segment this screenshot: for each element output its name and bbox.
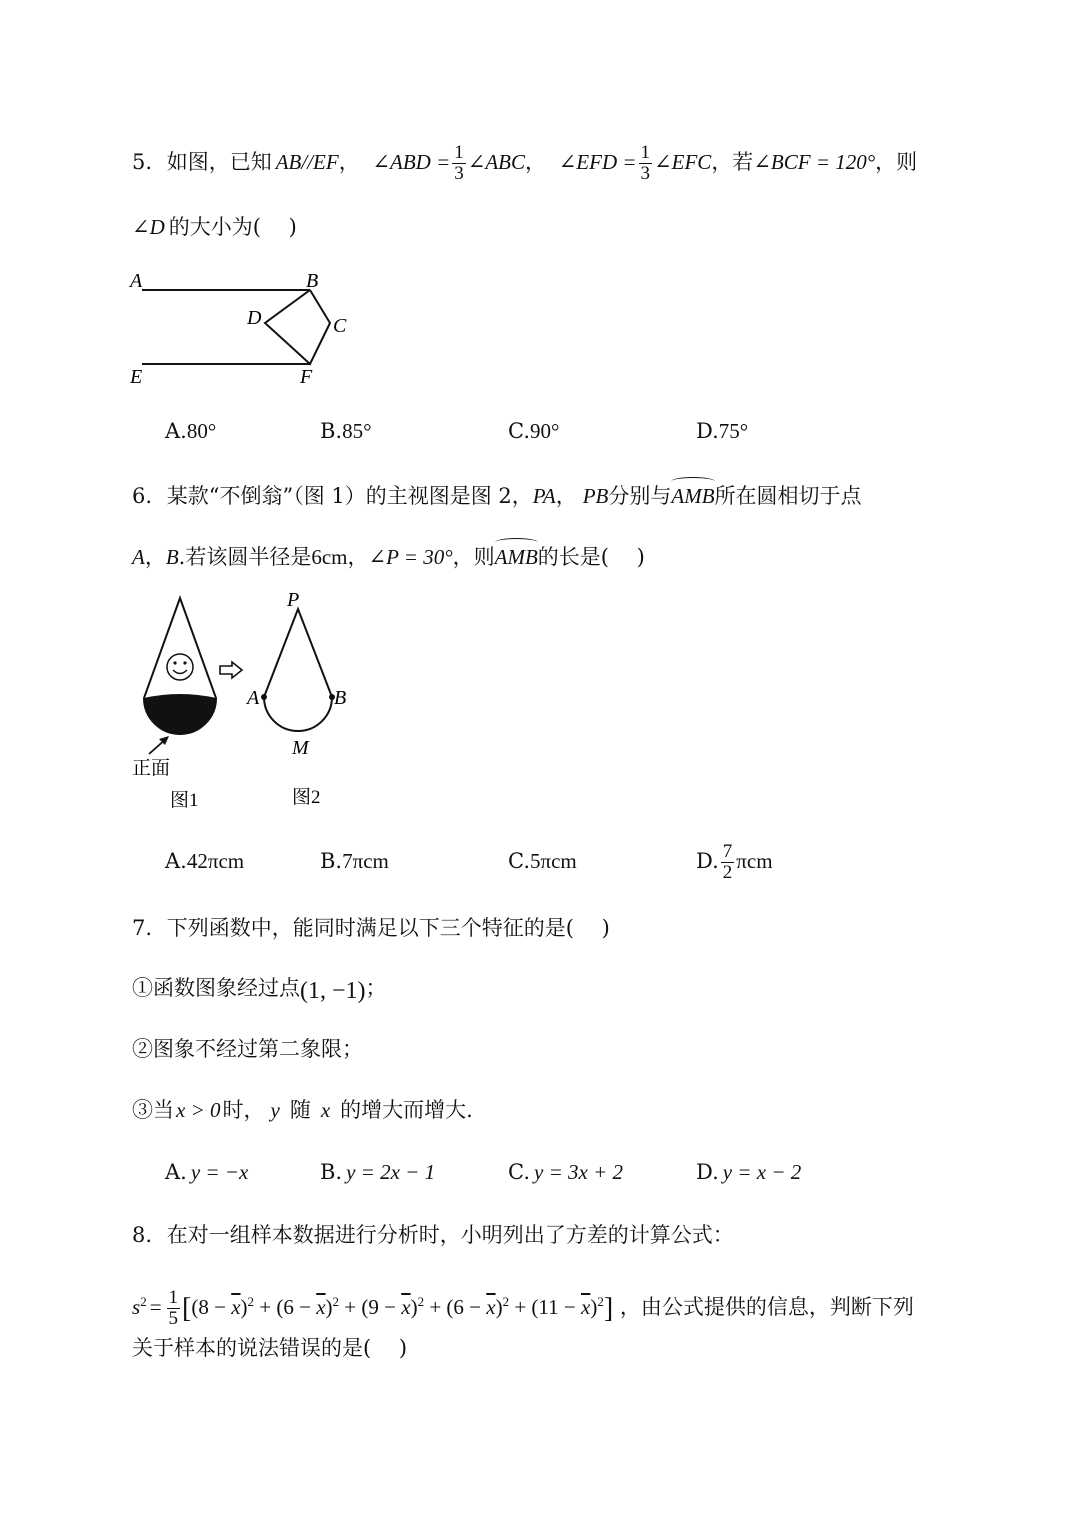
q6-option-c[interactable]: C.5πcm [508,849,577,873]
q8-text: 在对一组样本数据进行分析时，小明列出了方差的计算公式： [166,1223,734,1247]
q7-condition-3: ③当x > 0时， y 随 x 的增大而增大. [132,1098,473,1122]
smiley-face-icon [167,654,193,680]
q7-number: 7. [132,916,153,940]
q7-point: (1, −1) [300,978,366,1004]
q7-condition-1: ①函数图象经过点(1, −1)； [132,976,387,1004]
q5-label-b: B [306,270,319,292]
q6-tangent-lines [264,609,332,697]
q6-text3: 所在圆相切于点 [714,484,862,508]
q5-angle-efd: ∠EFD = [558,150,637,174]
q5-option-a[interactable]: A.80° [165,419,217,443]
q5-fraction-2: $\frac{1}{3}$ [640,142,651,184]
q5-line2-text: 的大小为( ) [168,215,297,239]
q5-angle-abd: ∠ABD = [372,150,451,174]
q6-point-a-dot [261,694,267,700]
q6-fig2-label-m: M [292,737,309,759]
q6-point-a: A [132,545,145,569]
smiley-eye-right [183,661,186,664]
q8-formula: $s^2$ = $\frac{1}{5}$ $[(8 - \overline{x})^2 + (6 - \overline{x})^2 + (9 - \overline{x})^2 + (6 - \overline{x})^2 + (11 - \overline{x})^2]$ [132,1287,614,1329]
q5-angle-abc: ∠ABC [467,150,526,174]
q6-pa: PA [532,484,556,508]
q8-formula-line [132,1276,914,1335]
q7-text: 下列函数中，能同时满足以下三个特征的是( ) [166,916,610,940]
q8-line3: 关于样本的说法错误的是( ) [132,1336,408,1360]
q5-if: ，若 [711,150,754,174]
q6-text2: 分别与 [608,484,672,508]
q5-quadrilateral-bdfc [265,290,330,364]
q5-option-b[interactable]: B.85° [320,419,372,443]
q7-option-b[interactable]: B. y = 2x − 1 [320,1160,436,1184]
q5-angle-d: ∠D [132,215,165,239]
q5-parallel: AB//EF [275,150,339,174]
q8-after-formula: ，由公式提供的信息，判断下列 [619,1295,914,1319]
q6-fig2-label-b: B [334,687,347,709]
q6-arc-amb: AMB [671,477,714,511]
q8-number: 8. [132,1223,153,1247]
q5-option-c[interactable]: C.90° [508,419,560,443]
q6-figure-1 [125,590,245,815]
q7-line1 [132,913,610,943]
q6-figure-2 [240,585,360,815]
q5-line2 [132,212,297,242]
q5-label-d: D [247,307,262,329]
q6-line2: A，B.若该圆半径是6cm，∠P = 30°，则AMB的长是( ) [132,538,645,572]
q6-angle-p: ∠P = 30° [368,545,453,569]
q5-angle-efc: ∠EFC [654,150,712,174]
q5-label-c: C [333,315,347,337]
q6-radius: 6cm [311,545,348,569]
q5-label-f: F [300,366,313,388]
q8-line1 [132,1220,734,1250]
q7-option-a[interactable]: A. y = −x [165,1160,249,1184]
q6-fig2-label-p: P [287,589,300,611]
q6-fig2-label: 图2 [292,787,321,808]
smiley-mouth [173,670,187,674]
q5-comma-2: ， [525,150,547,174]
q7-option-c[interactable]: C. y = 3x + 2 [508,1160,623,1184]
q5-number: 5. [132,150,153,174]
q5-label-e: E [130,366,143,388]
q5-fraction-1: $\frac{1}{3}$ [454,142,464,184]
q5-then: ，则 [875,150,918,174]
q6-fig2-label-a: A [247,687,260,709]
q6-arc-amb-2: AMB [495,538,538,572]
q5-label-a: A [130,270,143,292]
q6-option-b[interactable]: B.7πcm [320,849,389,873]
q7-option-d[interactable]: D. y = x − 2 [696,1160,802,1184]
smiley-eye-left [173,661,176,664]
q6-point-b: B [165,545,179,569]
q6-arc-amb-shape [264,697,332,731]
q6-option-a[interactable]: A.42πcm [165,849,245,873]
q6-pb: PB [582,484,609,508]
q6-text1: 某款“不倒翁”（图 1）的主视图是图 2， [166,484,533,508]
q5-option-d[interactable]: D.75° [696,419,749,443]
q6-option-d[interactable]: D. $\frac{7}{2}$ πcm [696,841,773,883]
q5-line1 [132,143,917,184]
q6-number: 6. [132,484,153,508]
q6-line1: 6. 某款“不倒翁”（图 1）的主视图是图 2，PA， PB分别与AMB所在圆相切于点 [132,477,862,511]
q6-fig1-label: 图1 [170,790,199,811]
q5-prefix: 如图，已知 [166,150,272,174]
q6-front-label: 正面 [132,758,171,779]
q6-tumbler-base [144,694,216,734]
q5-angle-bcf: ∠BCF = 120° [753,150,876,174]
q6-option-d-fraction: $\frac{7}{2}$ [722,841,733,883]
q7-condition-2: ②图象不经过第二象限； [132,1037,363,1061]
q5-figure [120,260,360,390]
q5-comma-1: ， [338,150,360,174]
